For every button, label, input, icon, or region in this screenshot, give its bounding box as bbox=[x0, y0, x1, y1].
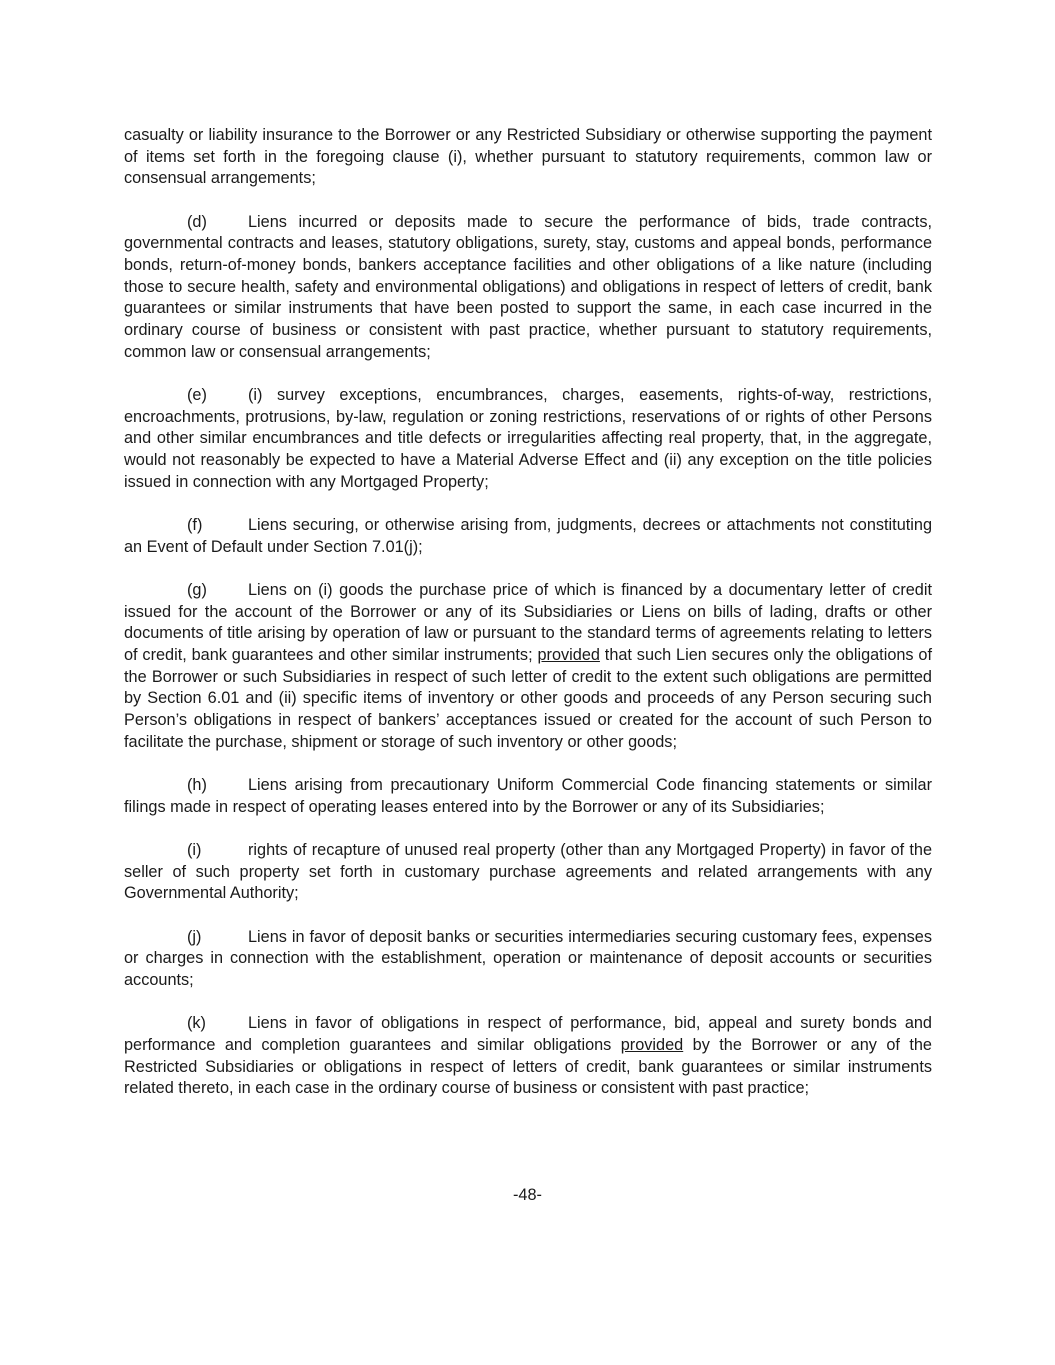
clause-label: (k) bbox=[187, 1014, 206, 1033]
page-number: -48- bbox=[513, 1186, 542, 1204]
clause-h bbox=[124, 775, 932, 818]
clause-label: (j) bbox=[187, 927, 202, 946]
clause-text-before: Liens on (i) goods the purchase price of which is financed by a documentary letter of credit issued for the account of the Borrower or any of its Subsidiaries or Liens on bills of lading, drafts or other documents of title arising by operation of law or pursuant to the standard terms of agreements relating to letters of credit, bank guarantees and other similar instruments; bbox=[124, 580, 932, 665]
clause-text-after: that such Lien secures only the obligations of the Borrower or such Subsidiaries in respect of such letter of credit to the extent such obligations are permitted by Section 6.01 and (ii) specific items of inventory or other goods and proceeds of any Person securing such Person’s obligations in respect of bankers’ acceptances issued or created for the account of such Person to facilitate the purchase, shipment or storage of such inventory or other goods; bbox=[124, 646, 932, 751]
clause-j bbox=[124, 927, 932, 992]
clause-i bbox=[124, 840, 932, 905]
clause-k bbox=[124, 1013, 932, 1100]
clause-text: rights of recapture of unused real property (other than any Mortgaged Property) in favor of the seller of such property set forth in customary purchase agreements and related arrangements with any Governmental Authority; bbox=[124, 840, 932, 903]
clause-text: Liens securing, or otherwise arising from, judgments, decrees or attachments not constituting an Event of Default under Section 7.01(j); bbox=[124, 516, 932, 556]
document-page bbox=[124, 125, 932, 1122]
clause-label: (e) bbox=[187, 386, 207, 405]
provided-underlined: provided bbox=[620, 1035, 684, 1054]
clause-e bbox=[124, 385, 932, 494]
clause-label: (f) bbox=[187, 516, 203, 535]
clause-label: (g) bbox=[187, 580, 207, 599]
clause-text: (i) survey exceptions, encumbrances, charges, easements, rights-of-way, restrictions, encroachments, protrusions, by-law, regulation or zoning restrictions, reservations of or rights of other Persons and other similar encumbrances and title defects or irregularities affecting real property, that, in the aggregate, would not reasonably be expected to have a Material Adverse Effect and (ii) any exception on the title policies issued in connection with any Mortgaged Property; bbox=[124, 386, 932, 491]
clause-text-before: Liens in favor of obligations in respect of performance, bid, appeal and surety bonds and performance and completion guarantees and similar obligations bbox=[124, 1014, 932, 1054]
clause-text: Liens incurred or deposits made to secure the performance of bids, trade contracts, governmental contracts and leases, statutory obligations, surety, stay, customs and appeal bonds, performance bonds, return-of-money bonds, bankers acceptance facilities and other obligations of a like nature (including those to secure health, safety and environmental obligations) and obligations in respect of letters of credit, bank guarantees or similar instruments that have been posted to support the same, in each case incurred in the ordinary course of business or consistent with past practice, whether pursuant to statutory requirements, common law or consensual arrangements; bbox=[124, 212, 932, 361]
clause-text: Liens in favor of deposit banks or securities intermediaries securing customary fees, expenses or charges in connection with the establishment, operation or maintenance of deposit accounts or securities accounts; bbox=[124, 927, 932, 989]
clause-label: (d) bbox=[187, 212, 207, 231]
clause-g bbox=[124, 580, 932, 754]
continuation-paragraph: casualty or liability insurance to the Borrower or any Restricted Subsidiary or otherwise supporting the payment of items set forth in the foregoing clause (i), whether pursuant to statutory requirements, common law or consensual arrangements; bbox=[124, 126, 932, 188]
provided-underlined: provided bbox=[537, 646, 600, 665]
clause-f bbox=[124, 515, 932, 558]
clause-label: (h) bbox=[187, 776, 207, 795]
clause-d bbox=[124, 212, 932, 364]
clause-text-after: by the Borrower or any of the Restricted Subsidiaries or obligations in respect of letters of credit, bank guarantees or similar instruments related thereto, in each case in the ordinary course of business or consistent with past practice; bbox=[124, 1035, 932, 1098]
clause-label: (i) bbox=[187, 840, 202, 859]
clause-text: Liens arising from precautionary Uniform Commercial Code financing statements or similar filings made in respect of operating leases entered into by the Borrower or any of its Subsidiaries; bbox=[124, 776, 932, 816]
